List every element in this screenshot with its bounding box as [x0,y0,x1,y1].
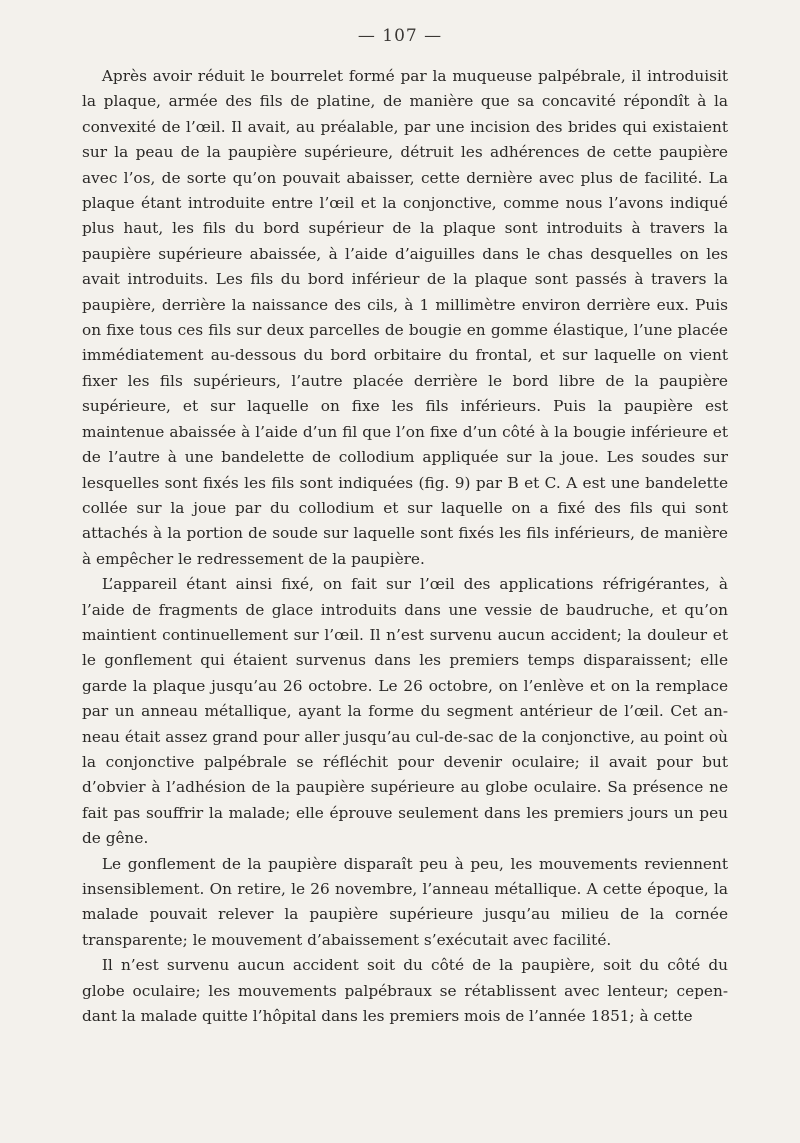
paragraph-4: Il n’est survenu aucun accident soit du côté de la paupière, soit du côté du globe oculaire; les mouvements palpébraux se rétablissent avec lenteur; cependant la malade quitte l’hôpital dans les premiers mois de l’année 1851; à cette [82,956,728,1026]
paragraph-1: Après avoir réduit le bourrelet formé par la muqueuse palpébrale, il introduisit la plaque, armée des fils de platine, de manière que sa concavité répondît à la convexité de l’œil. Il avait, au préalable, par une incision des brides qui existaient sur la peau de la paupière supérieure, détruit les adhérences de cette paupière avec l’os, de sorte qu’on pouvait abaisser, cette dernière avec plus de facilité. La plaque étant introduite entre l’œil et la conjonctive, comme nous l’avons indiqué plus haut, les fils du bord supérieur de la plaque sont introduits à travers la paupière supérieure abaissée, à l’aide d’aiguilles dans le chas desquelles on les avait introduits. Les fils du bord inférieur de la plaque sont passés à travers la paupière, derrière la naissance des cils, à 1 millimètre environ derrière eux. Puis on fixe tous ces fils sur deux parcelles de bougie en gomme élastique, l’une placée immédiatement au-dessous du bord orbitaire du frontal, et sur laquelle on vient fixer les fils supérieurs, l’autre placée derrière le bord libre de la paupière supérieure, et sur laquelle on fixe les fils inférieurs. Puis la paupière est maintenue abaissée à l’aide d’un fil que l’on fixe d’un côté à la bougie inférieure et de l’autre à une bandelette de collodium appliquée sur la joue. Les soudes sur lesquelles sont fixés les fils sont indiquées (fig. 9) par B et C. A est une bandelette collée sur la joue par du collodium et sur laquelle on a fixé des fils qui sont attachés à la portion de soude sur laquelle sont fixés les fils inférieurs, de manière à empêcher le redressement de la paupière. [82,67,728,568]
page-number: — 107 — [357,26,443,46]
body-text [82,64,728,1029]
paragraph-2: L’appareil étant ainsi fixé, on fait sur l’œil des applications réfrigérantes, à l’aide de fragments de glace introduits dans une vessie de baudruche, et qu’on maintient continuellement sur l’œil. Il n’est survenu aucun accident; la douleur et le gonflement qui étaient survenus dans les premiers temps disparaissent; elle garde la plaque jusqu’au 26 octobre. Le 26 octobre, on l’enlève et on la remplace par un anneau métallique, ayant la forme du segment antérieur de l’œil. Cet anneau était assez grand pour aller jusqu’au cul-de-sac de la conjonctive, au point où la conjonctive palpébrale se réfléchit pour devenir oculaire; il avait pour but d’obvier à l’adhésion de la paupière supérieure au globe oculaire. Sa présence ne fait pas souffrir la malade; elle éprouve seulement dans les premiers jours un peu de gêne. [82,575,728,848]
paragraph-3: Le gonflement de la paupière disparaît peu à peu, les mouvements reviennent insensiblement. On retire, le 26 novembre, l’anneau métallique. A cette époque, la malade pouvait relever la paupière supérieure jusqu’au milieu de la cornée transparente; le mouvement d’abaissement s’exécutait avec facilité. [82,854,728,949]
